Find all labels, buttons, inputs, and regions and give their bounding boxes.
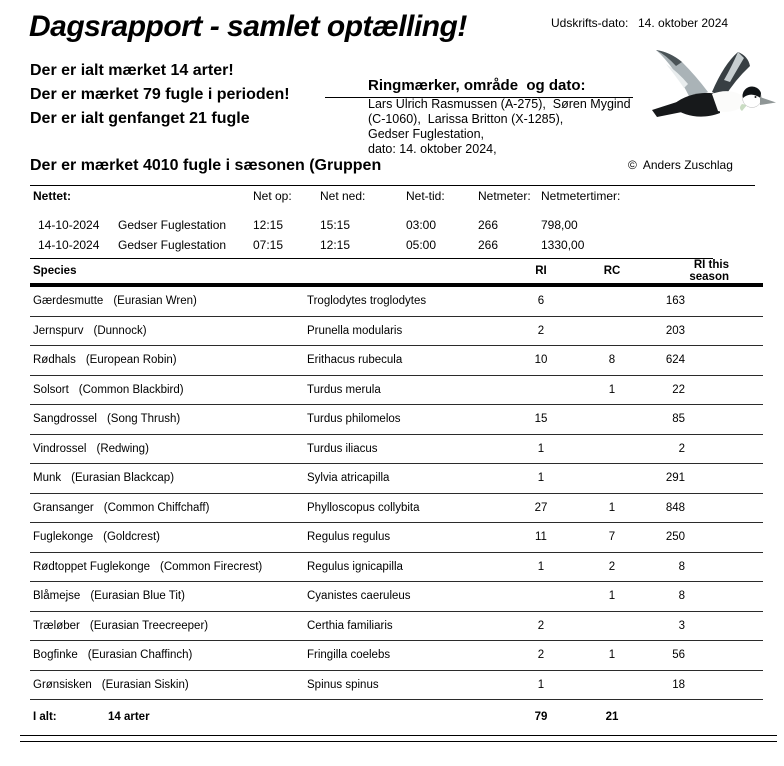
summary-recaptured: Der er ialt genfanget 21 fugle [30, 110, 250, 127]
species-latin-name: Phylloscopus collybita [307, 493, 510, 523]
species-rc-value [572, 464, 652, 494]
species-ri-season-value: 8 [652, 552, 763, 582]
print-date-value: 14. oktober 2024 [638, 16, 729, 30]
species-ri-value [510, 375, 572, 405]
species-header-rc: RC [572, 258, 652, 285]
species-latin-name: Fringilla coelebs [307, 641, 510, 671]
species-name-danish: Vindrossel [33, 442, 87, 455]
species-row [30, 285, 763, 316]
species-row [30, 670, 763, 700]
ringers-info [368, 97, 631, 157]
species-name-danish: Gærdesmutte [33, 295, 104, 308]
net-table-row [30, 215, 755, 235]
species-totals-row [30, 700, 763, 735]
species-ri-value: 10 [510, 346, 572, 376]
species-latin-name: Troglodytes troglodytes [307, 285, 510, 316]
species-ri-season-value: 3 [652, 611, 763, 641]
eider-duck-image [632, 42, 780, 147]
net-header-net-ned: Net ned: [320, 189, 366, 203]
species-ri-value: 15 [510, 405, 572, 435]
species-ri-value: 1 [510, 434, 572, 464]
species-rc-value: 1 [572, 582, 652, 612]
species-name-cell [30, 316, 307, 346]
species-name-cell [30, 670, 307, 700]
totals-species-count: 14 arter [108, 711, 150, 723]
net-tid-value: 03:00 [406, 218, 437, 232]
species-row [30, 375, 763, 405]
species-name-english: (Eurasian Chaffinch) [87, 649, 193, 662]
species-header-ri: RI [510, 258, 572, 285]
species-latin-name: Spinus spinus [307, 670, 510, 700]
species-rc-value [572, 434, 652, 464]
species-ri-value [510, 582, 572, 612]
totals-label: I alt: [33, 711, 57, 723]
species-name-danish: Grønsisken [33, 678, 92, 691]
species-latin-name: Turdus iliacus [307, 434, 510, 464]
species-rc-value: 2 [572, 552, 652, 582]
species-header-species: Species [30, 258, 307, 285]
species-name-english: (European Robin) [85, 354, 177, 367]
net-header-netmeter: Netmeter: [478, 189, 531, 203]
species-name-cell [30, 552, 307, 582]
page-title: Dagsrapport - samlet optælling! [29, 10, 467, 43]
species-rc-value [572, 405, 652, 435]
species-name-english: (Eurasian Siskin) [101, 678, 189, 691]
species-name-english: (Eurasian Wren) [113, 295, 197, 308]
ringers-heading-text: Ringmærker, område og dato: [368, 77, 586, 94]
summary-total-species: Der er ialt mærket 14 arter! [30, 62, 234, 79]
ringers-info-line: Lars Ulrich Rasmussen (A-275), Søren Mygind [368, 97, 631, 111]
ringers-info-line: dato: 14. oktober 2024, [368, 142, 497, 156]
ringers-heading [325, 77, 633, 98]
net-date: 14-10-2024 [38, 218, 100, 232]
species-ri-value: 11 [510, 523, 572, 553]
species-ri-season-value: 848 [652, 493, 763, 523]
photo-credit: © Anders Zuschlag [628, 158, 733, 172]
species-name-cell [30, 582, 307, 612]
species-ri-season-value: 291 [652, 464, 763, 494]
species-row [30, 464, 763, 494]
species-name-cell [30, 611, 307, 641]
species-name-english: (Common Blackbird) [78, 383, 184, 396]
species-rc-value [572, 285, 652, 316]
species-latin-name: Erithacus rubecula [307, 346, 510, 376]
species-name-danish: Sangdrossel [33, 413, 97, 426]
species-row [30, 346, 763, 376]
species-name-english: (Eurasian Treecreeper) [89, 619, 209, 632]
summary-lines [30, 59, 290, 131]
species-ri-value: 1 [510, 670, 572, 700]
net-op-value: 12:15 [253, 218, 284, 232]
species-ri-value: 27 [510, 493, 572, 523]
net-table-row [30, 235, 755, 255]
ringers-info-line: Gedser Fuglestation, [368, 127, 485, 141]
species-row [30, 582, 763, 612]
species-ri-season-value: 250 [652, 523, 763, 553]
species-name-english: (Eurasian Blackcap) [71, 472, 175, 485]
totals-label-cell [30, 700, 307, 735]
species-latin-name: Turdus merula [307, 375, 510, 405]
species-ri-value: 2 [510, 316, 572, 346]
species-latin-name: Cyanistes caeruleus [307, 582, 510, 612]
species-rc-value: 7 [572, 523, 652, 553]
species-name-danish: Gransanger [33, 501, 94, 514]
species-ri-season-value: 624 [652, 346, 763, 376]
species-name-danish: Fuglekonge [33, 531, 94, 544]
totals-ri: 79 [534, 711, 548, 723]
species-rc-value: 1 [572, 641, 652, 671]
net-header-netmetertimer: Netmetertimer: [541, 189, 621, 203]
species-name-danish: Rødhals [33, 354, 76, 367]
species-name-cell [30, 434, 307, 464]
print-date-label: Udskrifts-dato: [551, 16, 629, 30]
species-row [30, 434, 763, 464]
species-ri-season-value: 18 [652, 670, 763, 700]
net-date: 14-10-2024 [38, 238, 100, 252]
species-ri-season-value: 163 [652, 285, 763, 316]
species-name-danish: Jernspurv [33, 324, 84, 337]
species-rc-value: 1 [572, 375, 652, 405]
species-name-english: (Common Chiffchaff) [103, 501, 210, 514]
netmeter-value: 266 [478, 218, 499, 232]
species-row [30, 405, 763, 435]
species-name-cell [30, 285, 307, 316]
species-ri-season-value: 203 [652, 316, 763, 346]
species-row [30, 316, 763, 346]
species-ri-value: 2 [510, 611, 572, 641]
species-rc-value [572, 316, 652, 346]
bottom-rule-1 [20, 735, 777, 736]
species-name-english: (Common Firecrest) [160, 560, 263, 573]
species-ri-season-value: 56 [652, 641, 763, 671]
species-rc-value [572, 611, 652, 641]
species-row [30, 641, 763, 671]
species-name-danish: Træløber [33, 619, 80, 632]
summary-period-birds: Der er mærket 79 fugle i perioden! [30, 86, 290, 103]
species-ri-season-value: 2 [652, 434, 763, 464]
net-ned-value: 12:15 [320, 238, 351, 252]
species-name-cell [30, 523, 307, 553]
species-row [30, 552, 763, 582]
species-name-danish: Solsort [33, 383, 69, 396]
net-ned-value: 15:15 [320, 218, 351, 232]
species-name-english: (Redwing) [96, 442, 149, 455]
ringers-info-line: (C-1060), Larissa Britton (X-1285), [368, 112, 564, 126]
species-name-danish: Blåmejse [33, 590, 81, 603]
species-latin-name: Prunella modularis [307, 316, 510, 346]
species-table-header [30, 258, 763, 285]
net-op-value: 07:15 [253, 238, 284, 252]
species-ri-season-value: 8 [652, 582, 763, 612]
net-station: Gedser Fuglestation [118, 238, 227, 252]
net-header-nettet: Nettet: [33, 189, 71, 203]
species-header-ri-season: RI this season [652, 258, 763, 285]
species-rc-value [572, 670, 652, 700]
species-ri-value: 2 [510, 641, 572, 671]
netmetertimer-value: 1330,00 [541, 238, 585, 252]
species-name-cell [30, 464, 307, 494]
species-latin-name: Turdus philomelos [307, 405, 510, 435]
species-name-cell [30, 346, 307, 376]
net-table [30, 185, 755, 255]
species-name-cell [30, 493, 307, 523]
species-name-danish: Bogfinke [33, 649, 78, 662]
bottom-rule-2 [20, 741, 777, 742]
season-total-line: Der er mærket 4010 fugle i sæsonen (Gruppen [30, 157, 382, 174]
species-row [30, 523, 763, 553]
species-row [30, 611, 763, 641]
species-name-cell [30, 641, 307, 671]
netmetertimer-value: 798,00 [541, 218, 578, 232]
species-row [30, 493, 763, 523]
species-ri-season-value: 85 [652, 405, 763, 435]
species-name-english: (Goldcrest) [103, 531, 160, 544]
net-header-net-op: Net op: [253, 189, 292, 203]
netmeter-value: 266 [478, 238, 499, 252]
species-name-english: (Dunnock) [93, 324, 147, 337]
species-latin-name: Regulus ignicapilla [307, 552, 510, 582]
species-name-english: (Eurasian Blue Tit) [90, 590, 185, 603]
net-header-net-tid: Net-tid: [406, 189, 445, 203]
species-ri-value: 1 [510, 464, 572, 494]
net-table-header [30, 186, 755, 207]
species-name-danish: Rødtoppet Fuglekonge [33, 560, 150, 573]
species-name-english: (Song Thrush) [106, 413, 181, 426]
net-station: Gedser Fuglestation [118, 218, 227, 232]
species-ri-season-value: 22 [652, 375, 763, 405]
species-rc-value: 1 [572, 493, 652, 523]
species-name-cell [30, 405, 307, 435]
species-rc-value: 8 [572, 346, 652, 376]
species-ri-value: 1 [510, 552, 572, 582]
species-table [30, 258, 763, 734]
species-latin-name: Certhia familiaris [307, 611, 510, 641]
species-latin-name: Regulus regulus [307, 523, 510, 553]
net-tid-value: 05:00 [406, 238, 437, 252]
species-latin-name: Sylvia atricapilla [307, 464, 510, 494]
species-name-cell [30, 375, 307, 405]
species-name-danish: Munk [33, 472, 62, 485]
totals-rc: 21 [605, 711, 619, 723]
species-ri-value: 6 [510, 285, 572, 316]
